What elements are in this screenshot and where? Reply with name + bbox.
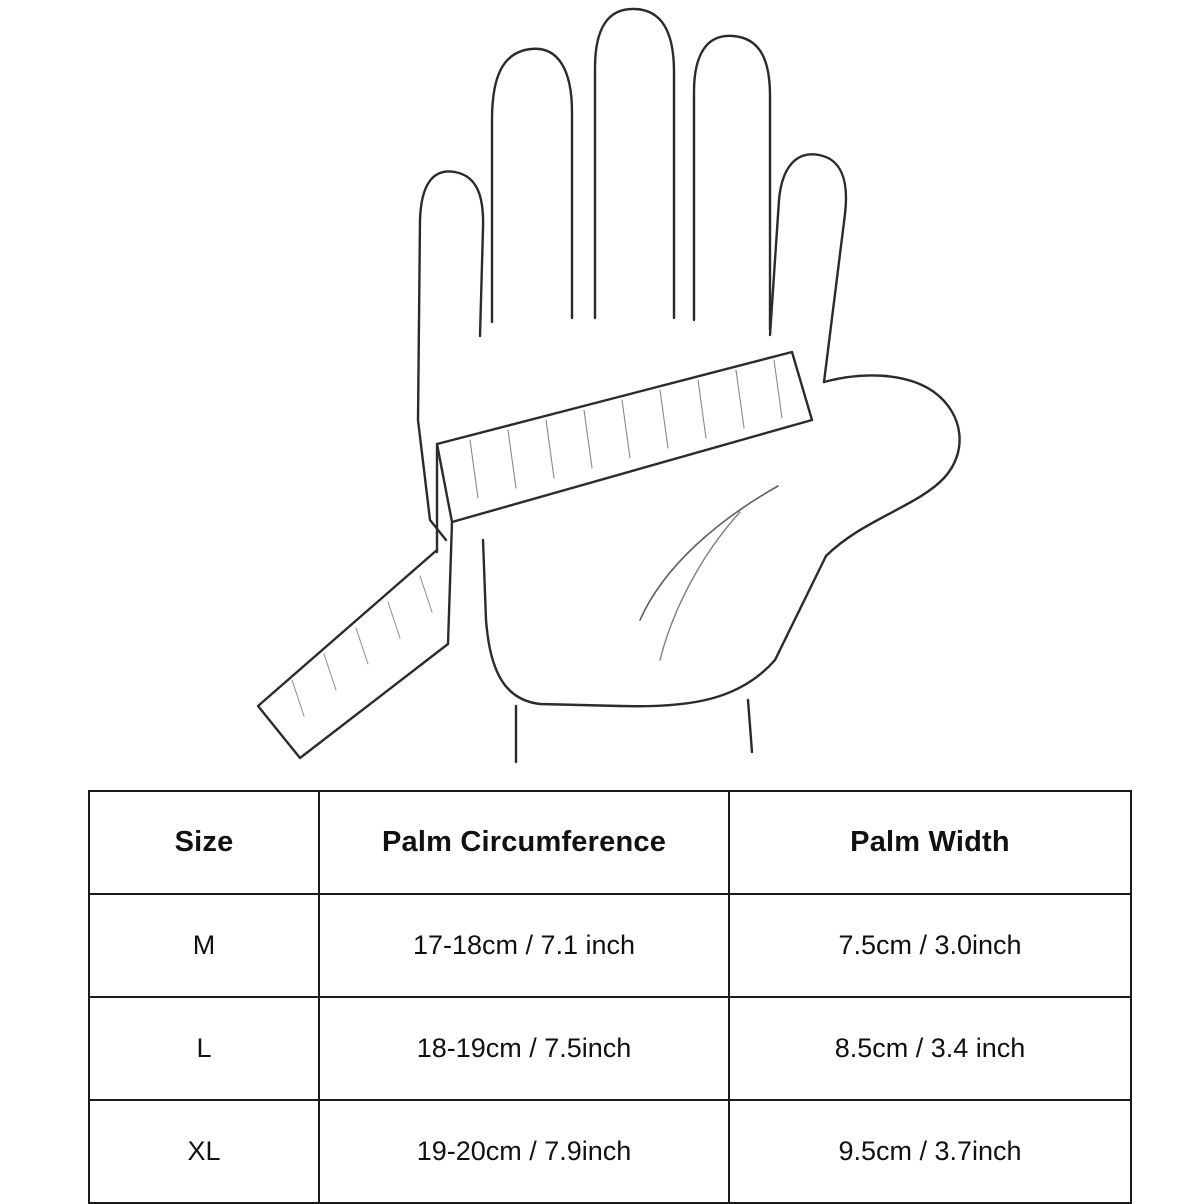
strap-texture xyxy=(470,360,782,498)
thumb-outline xyxy=(824,375,960,556)
index-finger-outline xyxy=(492,49,572,322)
cell-width-m: 7.5cm / 3.0inch xyxy=(729,894,1131,997)
table-row xyxy=(89,894,1131,997)
ring-finger-outline xyxy=(694,36,770,330)
table-row xyxy=(89,997,1131,1100)
wrist-wrap-strap xyxy=(437,352,812,522)
palm-lower-left-contour xyxy=(483,540,620,706)
cell-circumference-xl: 19-20cm / 7.9inch xyxy=(319,1100,729,1203)
cell-circumference-l: 18-19cm / 7.5inch xyxy=(319,997,729,1100)
header-palm-circumference: Palm Circumference xyxy=(319,791,729,894)
palm-bottom-contour xyxy=(620,556,826,706)
size-table xyxy=(88,790,1132,1204)
pinky-finger-outline xyxy=(770,154,846,382)
thumb-side-finger-outline xyxy=(418,171,483,420)
strap-tail-texture xyxy=(292,576,432,716)
middle-finger-outline xyxy=(595,9,674,318)
palm-crease-2 xyxy=(660,512,740,660)
wrist-line-right xyxy=(748,700,752,752)
cell-width-xl: 9.5cm / 3.7inch xyxy=(729,1100,1131,1203)
cell-size-m: M xyxy=(89,894,319,997)
header-palm-width: Palm Width xyxy=(729,791,1131,894)
wrist-wrap-strap-tail xyxy=(258,522,452,758)
size-table-container xyxy=(88,790,1130,1204)
cell-size-xl: XL xyxy=(89,1100,319,1203)
cell-size-l: L xyxy=(89,997,319,1100)
table-header-row xyxy=(89,791,1131,894)
palm-left-contour xyxy=(418,420,446,540)
table-row xyxy=(89,1100,1131,1203)
cell-width-l: 8.5cm / 3.4 inch xyxy=(729,997,1131,1100)
cell-circumference-m: 17-18cm / 7.1 inch xyxy=(319,894,729,997)
header-size: Size xyxy=(89,791,319,894)
